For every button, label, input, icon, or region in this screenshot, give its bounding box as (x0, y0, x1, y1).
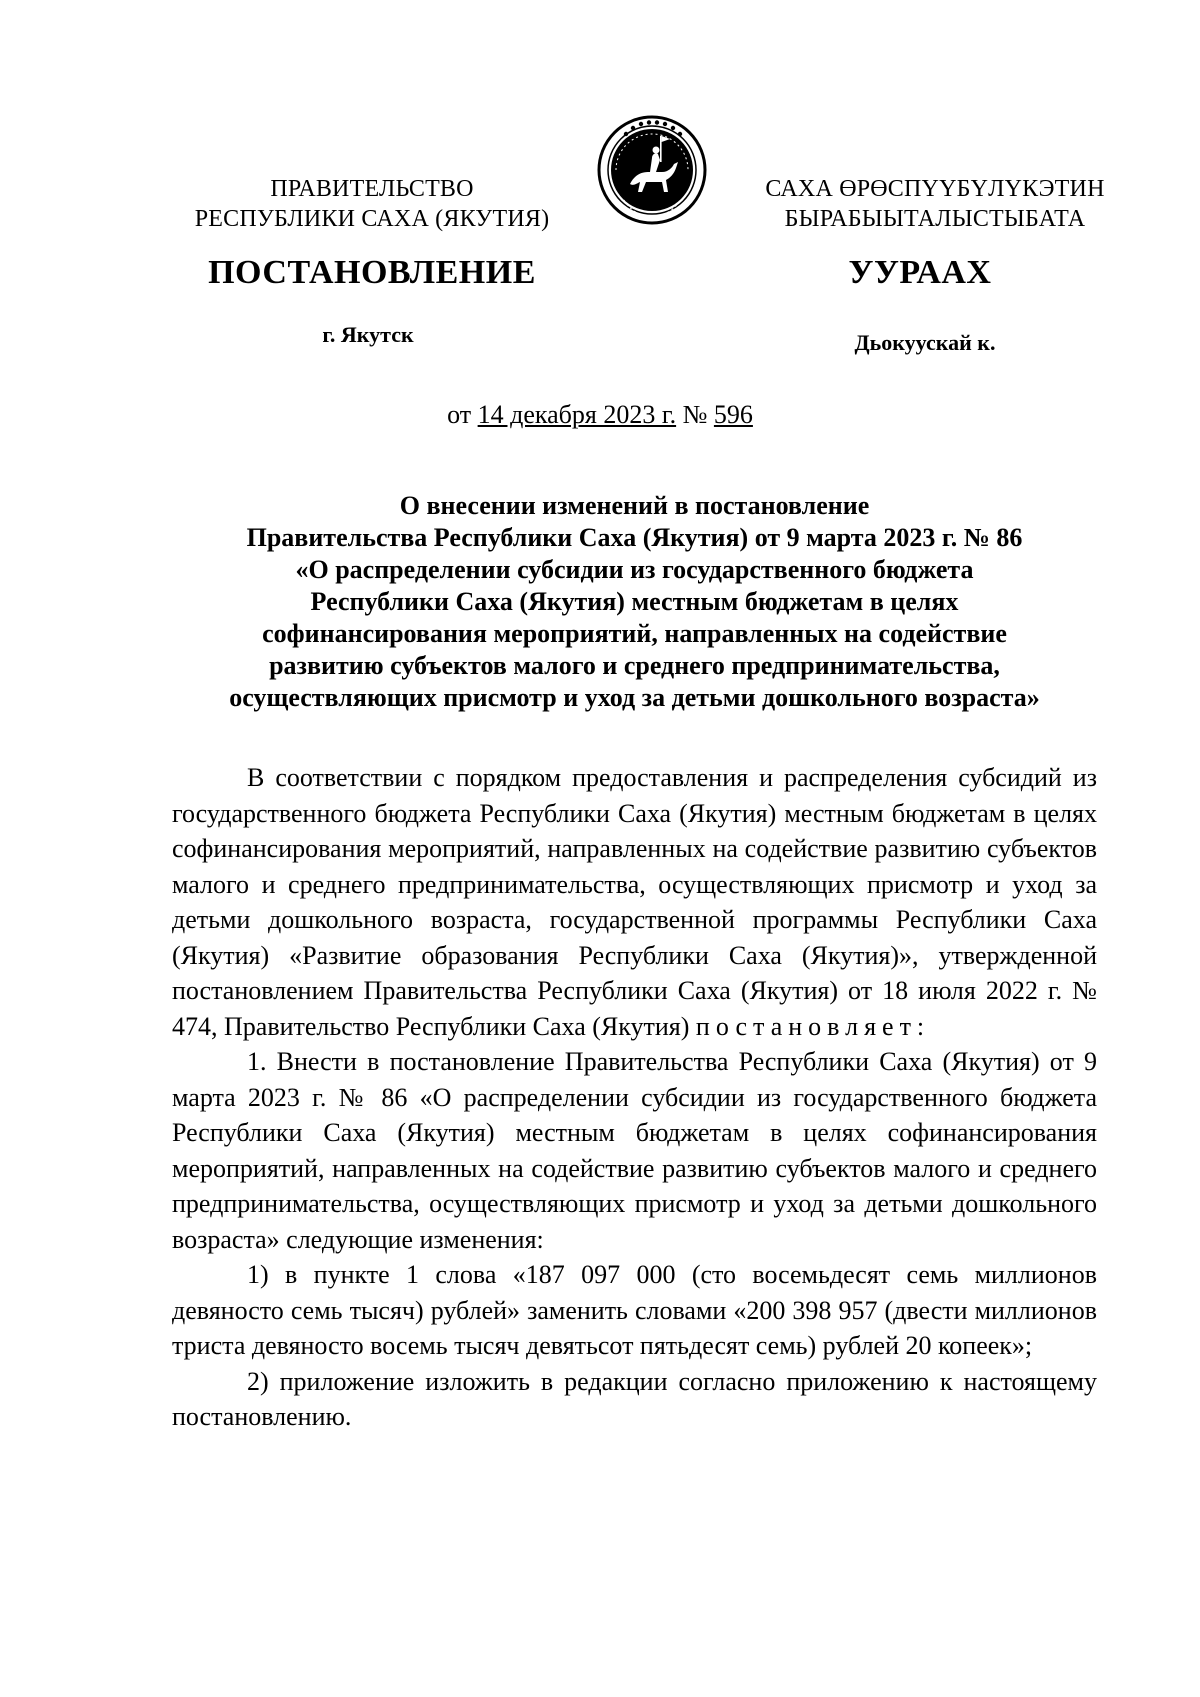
heading-line: Правительства Республики Саха (Якутия) от 9 марта 2023 г. № 86 (246, 523, 1023, 552)
date-number-line (0, 400, 1200, 430)
doc-type-ru: ПОСТАНОВЛЕНИЕ (208, 254, 536, 291)
preamble-text: В соответствии с порядком предоставления и распределения субсидий из государственного бюджета Республики Саха (Якутия) местным бюджетам в целях софинансирования мероприятий, направленных на содействие развитию субъектов малого и среднего предпринимательства, осуществляющих присмотр и уход за детьми дошкольного возраста, государственной программы Республики Саха (Якутия) «Развитие образования Республики Саха (Якутия)», утвержденной постановлением Правительства Республики Саха (Якутия) от 18 июля 2022 г. № 474, Правительство Республики Саха (Якутия) (172, 763, 1097, 1041)
coat-of-arms-emblem-icon (596, 114, 708, 226)
doc-type-sakha: УУРААХ (848, 254, 992, 291)
number-sign: № (682, 400, 708, 429)
issuer-ru-line1: ПРАВИТЕЛЬСТВО (270, 176, 474, 202)
issuer-ru-line2: РЕСПУБЛИКИ САХА (ЯКУТИЯ) (194, 206, 550, 232)
preamble-paragraph (172, 760, 1097, 1044)
issuer-sakha (745, 174, 1125, 234)
city-sakha: Дьокуускай к. (854, 330, 996, 355)
city-ru: г. Якутск (322, 322, 414, 347)
item-1-2-paragraph: 2) приложение изложить в редакции согласно приложению к настоящему постановлению. (172, 1366, 1097, 1431)
issuer-sakha-line2: БЫРАБЫЫТАЛЫСТЫБАТА (784, 206, 1086, 232)
heading-line: развитию субъектов малого и среднего предпринимательства, (269, 651, 1000, 680)
heading-line: О внесении изменений в постановление (399, 491, 870, 520)
decree-number: 596 (713, 400, 753, 429)
date-prefix: от (447, 400, 472, 429)
issuer-sakha-line1: САХА ӨРӨСПҮҮБҮЛҮКЭТИН (765, 176, 1105, 202)
heading-line: софинансирования мероприятий, направленных на содействие (262, 619, 1007, 648)
heading-line: осуществляющих присмотр и уход за детьми дошкольного возраста» (229, 683, 1040, 712)
item-1-paragraph: 1. Внести в постановление Правительства Республики Саха (Якутия) от 9 марта 2023 г. № 86 «О распределении субсидии из государственного бюджета Республики Саха (Якутия) местным бюджетам в целях софинансирования мероприятий, направленных на содействие развитию субъектов малого и среднего предпринимательства, осуществляющих присмотр и уход за детьми дошкольного возраста» следующие изменения: (172, 1047, 1097, 1254)
issuer-ru (172, 174, 572, 234)
decree-heading (172, 490, 1097, 714)
heading-line: «О распределении субсидии из государственного бюджета (295, 555, 974, 584)
decree-date: 14 декабря 2023 г. (477, 400, 677, 429)
decree-word: постановляет: (695, 1011, 931, 1041)
heading-line: Республики Саха (Якутия) местным бюджетам в целях (310, 587, 959, 616)
decree-body (172, 760, 1097, 1435)
item-1-1-paragraph: 1) в пункте 1 слова «187 097 000 (сто восемьдесят семь миллионов девяносто семь тысяч) рублей» заменить словами «200 398 957 (двести миллионов триста девяносто восемь тысяч девятьсот пятьдесят семь) рублей 20 копеек»; (172, 1260, 1097, 1360)
